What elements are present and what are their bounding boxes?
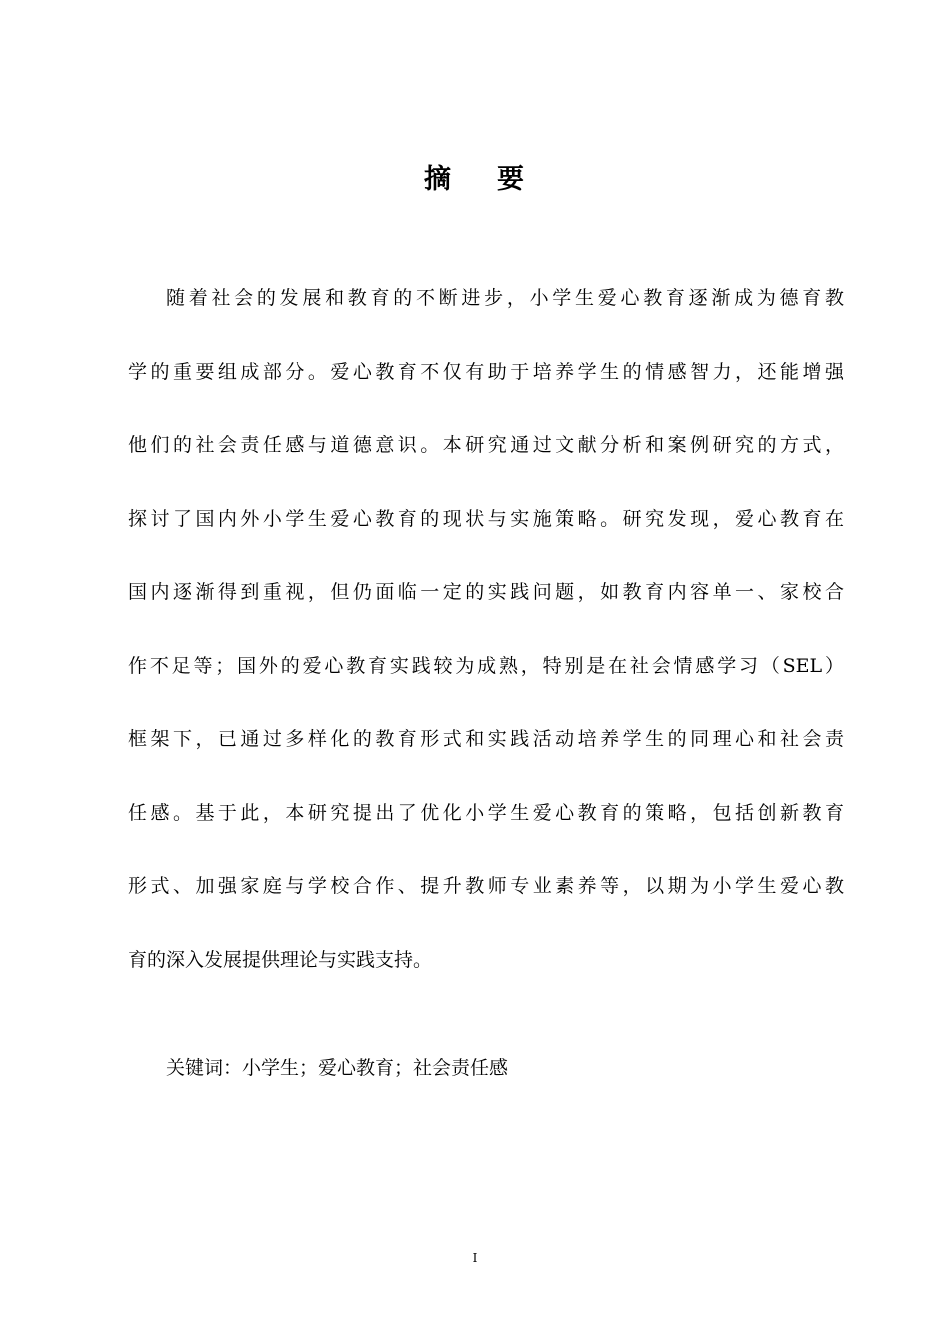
abstract-line: 形式、加强家庭与学校合作、提升教师专业素养等，以期为小学生爱心教 bbox=[128, 875, 844, 897]
abstract-line: 学的重要组成部分。爱心教育不仅有助于培养学生的情感智力，还能增强 bbox=[128, 360, 844, 383]
abstract-line: 随着社会的发展和教育的不断进步，小学生爱心教育逐渐成为德育教 bbox=[166, 287, 844, 309]
abstract-line: 国内逐渐得到重视，但仍面临一定的实践问题，如教育内容单一、家校合 bbox=[128, 581, 844, 603]
abstract-line: 他们的社会责任感与道德意识。本研究通过文献分析和案例研究的方式， bbox=[128, 434, 844, 456]
abstract-line: 框架下，已通过多样化的教育形式和实践活动培养学生的同理心和社会责 bbox=[128, 728, 844, 750]
abstract-line: 育的深入发展提供理论与实践支持。 bbox=[128, 948, 433, 971]
page-title bbox=[0, 158, 950, 202]
keywords-label: 关键词： bbox=[166, 1057, 243, 1079]
abstract-line: 任感。基于此，本研究提出了优化小学生爱心教育的策略，包括创新教育 bbox=[128, 801, 844, 824]
page-number: I bbox=[472, 1251, 478, 1265]
keywords bbox=[166, 1048, 508, 1088]
abstract-line: 作不足等；国外的爱心教育实践较为成熟，特别是在社会情感学习（SEL） bbox=[128, 654, 844, 677]
page-title-char-2: 要 bbox=[497, 164, 526, 195]
keywords-value: 小学生；爱心教育；社会责任感 bbox=[242, 1057, 509, 1079]
abstract-line: 探讨了国内外小学生爱心教育的现状与实施策略。研究发现，爱心教育在 bbox=[128, 507, 844, 530]
page-title-char-1: 摘 bbox=[424, 164, 453, 195]
abstract-body bbox=[128, 270, 844, 1005]
